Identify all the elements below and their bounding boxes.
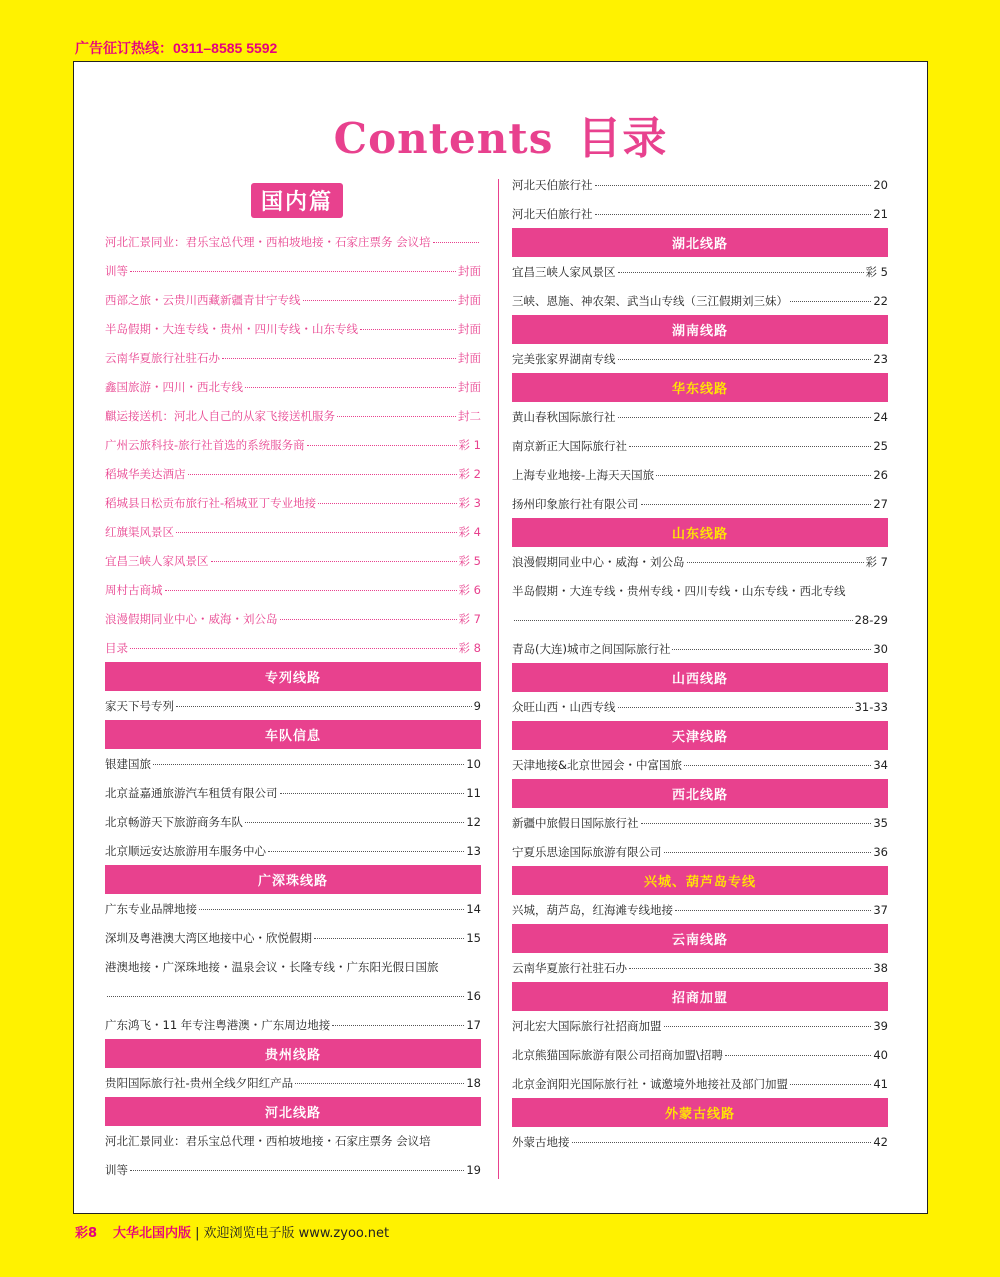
footer-page-number: 彩8 xyxy=(75,1226,98,1241)
section-header: 兴城、葫芦岛专线 xyxy=(512,866,888,895)
toc-entry-title: 周村古商城 xyxy=(105,582,163,597)
dot-leader xyxy=(188,474,457,475)
dot-leader xyxy=(303,300,457,301)
toc-entry[interactable] xyxy=(105,575,481,604)
dot-leader xyxy=(618,359,872,360)
dot-leader xyxy=(687,562,864,563)
toc-entry[interactable] xyxy=(105,836,481,865)
toc-entry-page: 34 xyxy=(873,757,888,772)
dot-leader xyxy=(245,822,464,823)
toc-entry-title: 北京金润阳光国际旅行社・诚邀境外地接社及部门加盟 xyxy=(512,1076,788,1091)
toc-entry[interactable] xyxy=(105,372,481,401)
dot-leader xyxy=(618,417,872,418)
toc-entry-page: 25 xyxy=(873,438,888,453)
toc-entry[interactable] xyxy=(105,749,481,778)
section-header: 山西线路 xyxy=(512,663,888,692)
toc-entry-page: 封面 xyxy=(458,263,481,278)
toc-entry-page: 彩 4 xyxy=(458,524,481,539)
toc-entry-page: 21 xyxy=(873,206,888,221)
toc-entry-page: 22 xyxy=(873,293,888,308)
dot-leader xyxy=(595,214,872,215)
toc-entry-title: 家天下号专列 xyxy=(105,698,174,713)
toc-entry-title: 宜昌三峡人家风景区 xyxy=(512,264,616,279)
toc-entry-title: 宁夏乐思途国际旅游有限公司 xyxy=(512,844,662,859)
dot-leader xyxy=(572,1142,872,1143)
toc-entry-title: 半岛假期・大连专线・贵州专线・四川专线・山东专线・西北专线 xyxy=(512,583,846,598)
toc-entry-title: 浪漫假期同业中心・威海・刘公岛 xyxy=(105,611,278,626)
toc-entry[interactable] xyxy=(105,1155,481,1184)
dot-leader xyxy=(675,910,871,911)
toc-entry-title: 鑫国旅游・四川・西北专线 xyxy=(105,379,243,394)
dot-leader xyxy=(307,445,457,446)
toc-entry-page: 封面 xyxy=(458,379,481,394)
toc-entry-title: 黄山春秋国际旅行社 xyxy=(512,409,616,424)
toc-entry-page: 24 xyxy=(873,409,888,424)
toc-entry[interactable] xyxy=(105,691,481,720)
toc-entry[interactable] xyxy=(512,431,888,460)
toc-entry-title: 青岛(大连)城市之间国际旅行社 xyxy=(512,641,671,656)
toc-entry-page: 彩 7 xyxy=(458,611,481,626)
toc-entry[interactable] xyxy=(105,517,481,546)
dot-leader xyxy=(222,358,456,359)
toc-entry-title: 银建国旅 xyxy=(105,756,151,771)
toc-entry-page: 20 xyxy=(873,177,888,192)
toc-entry[interactable] xyxy=(105,256,481,285)
toc-entry[interactable] xyxy=(105,894,481,923)
toc-entry-title: 天津地接&北京世园会・中富国旅 xyxy=(512,757,682,772)
section-header: 湖北线路 xyxy=(512,228,888,257)
section-header: 天津线路 xyxy=(512,721,888,750)
dot-leader xyxy=(433,242,479,243)
toc-entry-title: 外蒙古地接 xyxy=(512,1134,570,1149)
toc-entry[interactable] xyxy=(512,1011,888,1040)
toc-entry[interactable] xyxy=(512,692,888,721)
section-header: 湖南线路 xyxy=(512,315,888,344)
left-toc-list xyxy=(105,227,481,1184)
dot-leader xyxy=(280,793,465,794)
dot-leader xyxy=(595,185,872,186)
dot-leader xyxy=(314,938,464,939)
toc-entry-title: 北京益嘉通旅游汽车租赁有限公司 xyxy=(105,785,278,800)
toc-entry[interactable] xyxy=(105,430,481,459)
toc-entry-page: 23 xyxy=(873,351,888,366)
toc-entry[interactable] xyxy=(105,604,481,633)
toc-entry-title: 北京熊猫国际旅游有限公司招商加盟\招聘 xyxy=(512,1047,723,1062)
toc-entry-page: 彩 5 xyxy=(865,264,888,279)
toc-entry-title: 目录 xyxy=(105,640,128,655)
dot-leader xyxy=(664,1026,872,1027)
toc-entry-page: 彩 7 xyxy=(865,554,888,569)
toc-entry-title: 众旺山西・山西专线 xyxy=(512,699,616,714)
toc-entry-title: 浪漫假期同业中心・威海・刘公岛 xyxy=(512,554,685,569)
toc-entry[interactable] xyxy=(105,546,481,575)
toc-entry-page: 38 xyxy=(873,960,888,975)
contents-page xyxy=(73,61,928,1214)
ad-hotline: 广告征订热线：0311–8585 5592 xyxy=(75,40,278,56)
toc-entry[interactable] xyxy=(105,343,481,372)
toc-entry-title: 河北天伯旅行社 xyxy=(512,177,593,192)
toc-entry-page: 41 xyxy=(873,1076,888,1091)
toc-entry-title: 训等 xyxy=(105,263,128,278)
toc-entry[interactable] xyxy=(105,952,481,981)
dot-leader xyxy=(618,707,853,708)
toc-entry[interactable] xyxy=(105,778,481,807)
toc-entry-page: 封面 xyxy=(458,350,481,365)
toc-entry-title: 广东鸿飞・11 年专注粤港澳・广东周边地接 xyxy=(105,1017,331,1032)
dot-leader xyxy=(664,852,872,853)
toc-entry[interactable] xyxy=(105,923,481,952)
toc-entry-title: 深圳及粤港澳大湾区地接中心・欣悦假期 xyxy=(105,930,312,945)
toc-entry-page: 彩 6 xyxy=(458,582,481,597)
domestic-badge: 国内篇 xyxy=(251,183,343,218)
dot-leader xyxy=(107,996,464,997)
section-header: 专列线路 xyxy=(105,662,481,691)
dot-leader xyxy=(641,823,872,824)
toc-entry-title: 广东专业品牌地接 xyxy=(105,901,197,916)
toc-entry[interactable] xyxy=(512,547,888,576)
toc-entry-page: 28-29 xyxy=(854,612,888,627)
dot-leader xyxy=(199,909,464,910)
toc-entry[interactable] xyxy=(105,459,481,488)
toc-entry-page: 39 xyxy=(873,1018,888,1033)
toc-entry-page: 35 xyxy=(873,815,888,830)
dot-leader xyxy=(176,706,472,707)
dot-leader xyxy=(332,1025,464,1026)
toc-entry-page: 封二 xyxy=(458,408,481,423)
toc-entry[interactable] xyxy=(105,401,481,430)
right-toc-list xyxy=(512,170,888,1156)
section-header: 招商加盟 xyxy=(512,982,888,1011)
toc-entry[interactable] xyxy=(512,402,888,431)
toc-entry[interactable] xyxy=(105,1010,481,1039)
dot-leader xyxy=(280,619,457,620)
toc-entry-page: 27 xyxy=(873,496,888,511)
toc-entry[interactable] xyxy=(512,1069,888,1098)
toc-entry[interactable] xyxy=(512,750,888,779)
toc-entry[interactable] xyxy=(512,895,888,924)
toc-entry-page: 封面 xyxy=(458,321,481,336)
dot-leader xyxy=(790,1084,871,1085)
toc-entry-title: 西部之旅・云贵川西藏新疆青甘宁专线 xyxy=(105,292,301,307)
toc-entry-page: 彩 8 xyxy=(458,640,481,655)
toc-entry-page: 彩 2 xyxy=(458,466,481,481)
toc-entry-page: 16 xyxy=(466,988,481,1003)
toc-entry-page: 18 xyxy=(466,1075,481,1090)
domestic-badge-row xyxy=(105,177,481,227)
toc-entry-page: 12 xyxy=(466,814,481,829)
section-header: 河北线路 xyxy=(105,1097,481,1126)
toc-entry[interactable] xyxy=(512,460,888,489)
section-header: 车队信息 xyxy=(105,720,481,749)
toc-entry-title: 扬州印象旅行社有限公司 xyxy=(512,496,639,511)
toc-entry-title: 港澳地接・广深珠地接・温泉会议・长隆专线・广东阳光假日国旅 xyxy=(105,959,439,974)
dot-leader xyxy=(268,851,464,852)
footer-separator: | xyxy=(195,1226,200,1241)
toc-entry[interactable] xyxy=(512,1040,888,1069)
toc-entry[interactable] xyxy=(512,808,888,837)
toc-entry-page: 36 xyxy=(873,844,888,859)
dot-leader xyxy=(165,590,457,591)
toc-entry-title: 贵阳国际旅行社-贵州全线夕阳红产品 xyxy=(105,1075,294,1090)
toc-entry-page: 19 xyxy=(466,1162,481,1177)
dot-leader xyxy=(176,532,457,533)
dot-leader xyxy=(130,1170,464,1171)
toc-entry[interactable] xyxy=(512,605,888,634)
toc-entry-title: 半岛假期・大连专线・贵州・四川专线・山东专线 xyxy=(105,321,358,336)
toc-entry-title: 河北宏大国际旅行社招商加盟 xyxy=(512,1018,662,1033)
toc-entry-title: 北京顺远安达旅游用车服务中心 xyxy=(105,843,266,858)
toc-entry[interactable] xyxy=(105,981,481,1010)
toc-entry[interactable] xyxy=(512,837,888,866)
toc-entry[interactable] xyxy=(105,488,481,517)
toc-entry-title: 河北汇景同业：君乐宝总代理・西柏坡地接・石家庄票务 会议培 xyxy=(105,234,431,249)
section-header: 山东线路 xyxy=(512,518,888,547)
toc-entry[interactable] xyxy=(512,489,888,518)
toc-entry-title: 云南华夏旅行社驻石办 xyxy=(105,350,220,365)
toc-entry-page: 13 xyxy=(466,843,481,858)
toc-entry-title: 兴城，葫芦岛，红海滩专线地接 xyxy=(512,902,673,917)
toc-entry[interactable] xyxy=(512,953,888,982)
toc-entry-page: 37 xyxy=(873,902,888,917)
left-column xyxy=(105,177,481,1184)
toc-entry[interactable] xyxy=(512,634,888,663)
column-divider xyxy=(498,179,499,1179)
toc-entry-title: 河北汇景同业：君乐宝总代理・西柏坡地接・石家庄票务 会议培 xyxy=(105,1133,431,1148)
section-header: 华东线路 xyxy=(512,373,888,402)
dot-leader xyxy=(211,561,457,562)
dot-leader xyxy=(337,416,456,417)
toc-entry-title: 新疆中旅假日国际旅行社 xyxy=(512,815,639,830)
dot-leader xyxy=(684,765,871,766)
toc-entry[interactable] xyxy=(105,285,481,314)
dot-leader xyxy=(130,271,456,272)
toc-entry-title: 云南华夏旅行社驻石办 xyxy=(512,960,627,975)
toc-entry[interactable] xyxy=(512,344,888,373)
section-header: 外蒙古线路 xyxy=(512,1098,888,1127)
toc-entry-title: 红旗渠风景区 xyxy=(105,524,174,539)
toc-entry-page: 17 xyxy=(466,1017,481,1032)
dot-leader xyxy=(130,648,457,649)
toc-entry-title: 三峡、恩施、神农架、武当山专线（三江假期刘三妹） xyxy=(512,293,788,308)
section-header: 贵州线路 xyxy=(105,1039,481,1068)
toc-entry-page: 40 xyxy=(873,1047,888,1062)
toc-entry-title: 上海专业地接-上海天天国旅 xyxy=(512,467,655,482)
dot-leader xyxy=(629,446,871,447)
dot-leader xyxy=(318,503,456,504)
dot-leader xyxy=(618,272,864,273)
toc-entry-page: 11 xyxy=(466,785,481,800)
toc-entry-title: 稻城华美达酒店 xyxy=(105,466,186,481)
dot-leader xyxy=(790,301,871,302)
toc-entry-title: 完美张家界湖南专线 xyxy=(512,351,616,366)
toc-entry[interactable] xyxy=(512,199,888,228)
dot-leader xyxy=(514,620,853,621)
toc-entry-page: 14 xyxy=(466,901,481,916)
toc-entry[interactable] xyxy=(105,1068,481,1097)
dot-leader xyxy=(672,649,871,650)
toc-entry-page: 封面 xyxy=(458,292,481,307)
dot-leader xyxy=(629,968,871,969)
dot-leader xyxy=(295,1083,464,1084)
toc-entry-page: 9 xyxy=(473,698,481,713)
toc-entry-title: 训等 xyxy=(105,1162,128,1177)
toc-entry-title: 河北天伯旅行社 xyxy=(512,206,593,221)
toc-entry[interactable] xyxy=(512,286,888,315)
toc-entry[interactable] xyxy=(105,1126,481,1155)
page-title xyxy=(74,102,927,166)
toc-entry-page: 彩 3 xyxy=(458,495,481,510)
footer-slogan: 欢迎浏览电子版 www.zyoo.net xyxy=(203,1226,390,1241)
section-header: 云南线路 xyxy=(512,924,888,953)
toc-entry[interactable] xyxy=(105,807,481,836)
toc-entry-page: 42 xyxy=(873,1134,888,1149)
dot-leader xyxy=(725,1055,871,1056)
toc-entry[interactable] xyxy=(105,314,481,343)
dot-leader xyxy=(245,387,456,388)
toc-entry[interactable] xyxy=(512,170,888,199)
toc-entry-page: 26 xyxy=(873,467,888,482)
toc-entry-title: 麒运接送机：河北人自己的从家飞接送机服务 xyxy=(105,408,335,423)
right-column xyxy=(512,170,888,1156)
toc-entry-page: 31-33 xyxy=(854,699,888,714)
dot-leader xyxy=(153,764,464,765)
toc-entry-page: 10 xyxy=(466,756,481,771)
dot-leader xyxy=(656,475,871,476)
footer-edition: 大华北国内版 xyxy=(113,1226,192,1241)
toc-entry[interactable] xyxy=(105,227,481,256)
section-header: 广深珠线路 xyxy=(105,865,481,894)
toc-entry-title: 广州云旅科技-旅行社首选的系统服务商 xyxy=(105,437,305,452)
title-zh: 目录 xyxy=(577,113,668,164)
toc-entry[interactable] xyxy=(512,576,888,605)
toc-entry-page: 彩 5 xyxy=(458,553,481,568)
toc-entry-page: 彩 1 xyxy=(458,437,481,452)
page-footer xyxy=(75,1222,389,1241)
section-header: 西北线路 xyxy=(512,779,888,808)
dot-leader xyxy=(360,329,456,330)
toc-entry[interactable] xyxy=(105,633,481,662)
dot-leader xyxy=(641,504,872,505)
toc-entry-title: 北京畅游天下旅游商务车队 xyxy=(105,814,243,829)
toc-entry-page: 15 xyxy=(466,930,481,945)
toc-entry[interactable] xyxy=(512,1127,888,1156)
title-en: Contents xyxy=(333,114,554,163)
toc-entry[interactable] xyxy=(512,257,888,286)
toc-entry-title: 稻城县日松贡布旅行社-稻城亚丁专业地接 xyxy=(105,495,317,510)
toc-entry-page: 30 xyxy=(873,641,888,656)
toc-entry-title: 宜昌三峡人家风景区 xyxy=(105,553,209,568)
toc-entry-title: 南京新正大国际旅行社 xyxy=(512,438,627,453)
